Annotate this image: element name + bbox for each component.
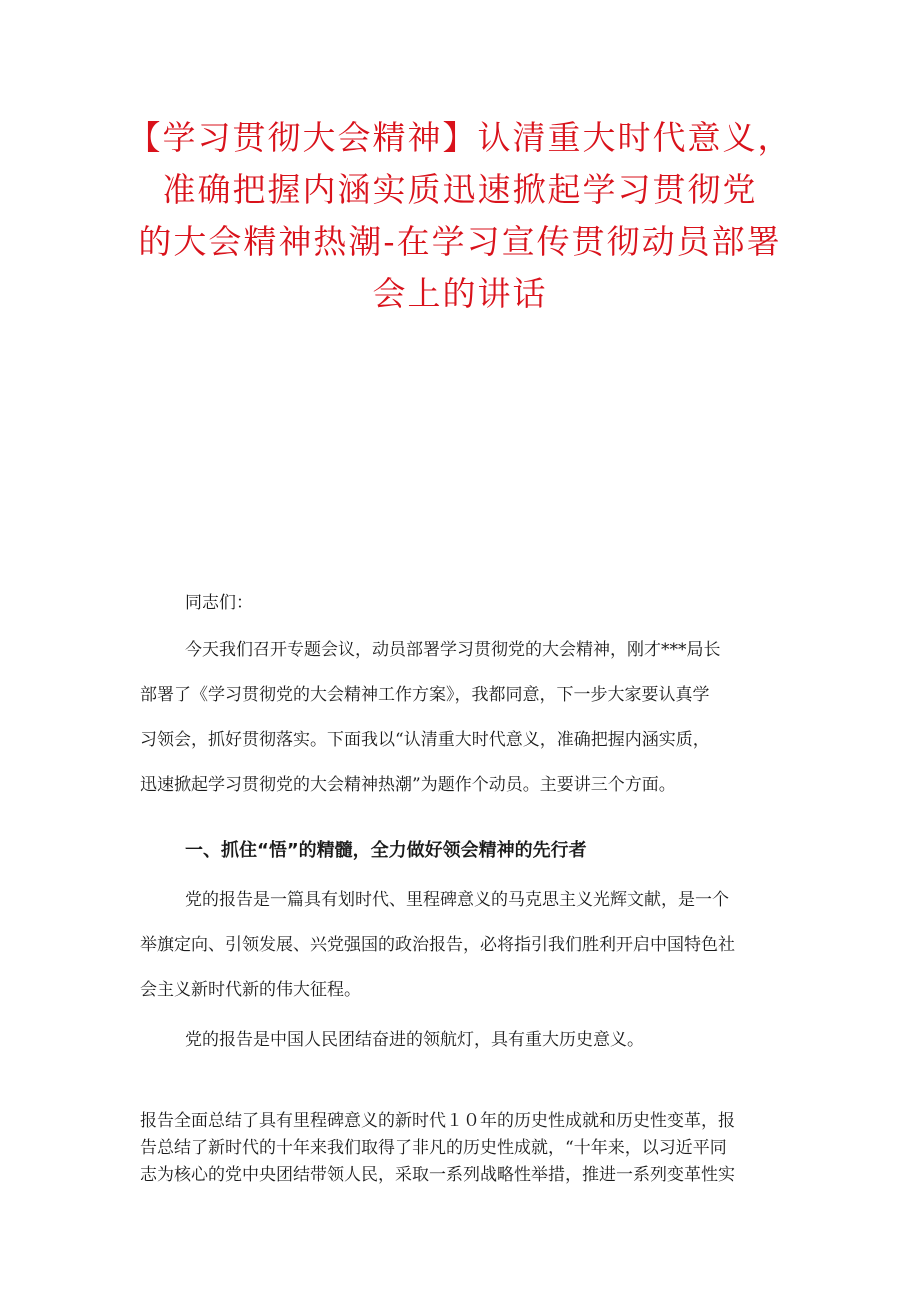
- salutation: 同志们：: [185, 593, 253, 613]
- title-line: 会上的讲话: [372, 274, 548, 313]
- text-line: 习领会，抓好贯彻落实。下面我以“认清重大时代意义，准确把握内涵实质，: [140, 730, 710, 750]
- text-line: 党的报告是一篇具有划时代、里程碑意义的马克思主义光辉文献，是一个: [185, 890, 729, 910]
- section-heading: 一、抓住“悟”的精髓，全力做好领会精神的先行者: [185, 840, 587, 861]
- title-line: 【学习贯彻大会精神】认清重大时代意义，: [127, 118, 793, 157]
- document-title: [120, 112, 800, 320]
- text-line: 迅速掀起学习贯彻党的大会精神热潮”为题作个动员。主要讲三个方面。: [140, 775, 676, 795]
- text-line: 今天我们召开专题会议，动员部署学习贯彻党的大会精神，刚才***局长: [185, 640, 721, 660]
- text-line: 会主义新时代新的伟大征程。: [140, 980, 361, 1000]
- text-line: 报告全面总结了具有里程碑意义的新时代１０年的历史性成就和历史性变革，报: [140, 1111, 735, 1131]
- title-line: 的大会精神热潮-在学习宣传贯彻动员部署: [138, 222, 782, 261]
- body-paragraph: [140, 878, 780, 1013]
- text-line: 党的报告是中国人民团结奋进的领航灯，具有重大历史意义。: [185, 1030, 644, 1050]
- body-paragraph: [140, 1018, 780, 1063]
- text-line: 志为核心的党中央团结带领人民，采取一系列战略性举措，推进一系列变革性实: [140, 1165, 735, 1185]
- text-line: 举旗定向、引领发展、兴党强国的政治报告，必将指引我们胜利开启中国特色社: [140, 935, 735, 955]
- title-line: 准确把握内涵实质迅速掀起学习贯彻党: [162, 170, 758, 209]
- body-paragraph: [140, 1108, 780, 1189]
- text-line: 部署了《学习贯彻党的大会精神工作方案》，我都同意，下一步大家要认真学: [140, 685, 710, 705]
- text-line: 告总结了新时代的十年来我们取得了非凡的历史性成就，“十年来，以习近平同: [140, 1138, 727, 1158]
- intro-paragraph: [140, 628, 780, 808]
